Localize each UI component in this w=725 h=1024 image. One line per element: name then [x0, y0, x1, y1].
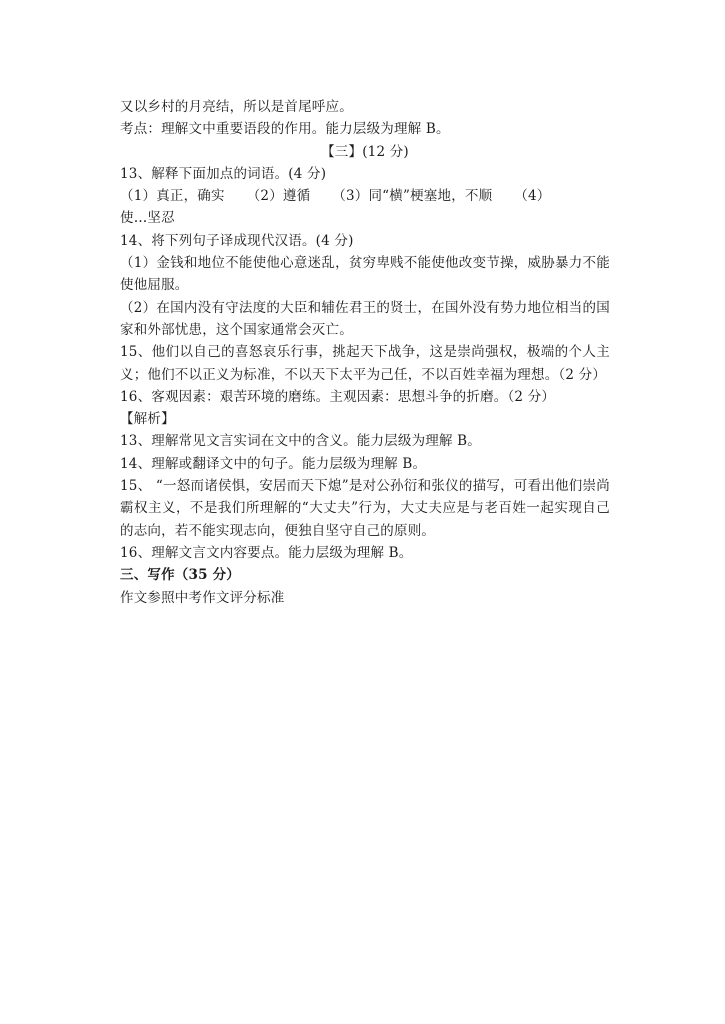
analysis-13: 13、理解常见文言实词在文中的含义。能力层级为理解 B。 — [120, 433, 481, 450]
writing-section-body: 作文参照中考作文评分标准 — [120, 589, 285, 606]
analysis-16: 16、理解文言文内容要点。能力层级为理解 B。 — [120, 544, 413, 561]
question-16-answer: 16、客观因素：艰苦环境的磨练。主观因素：思想斗争的折磨。（2 分） — [120, 388, 556, 405]
text-line-2: 考点：理解文中重要语段的作用。能力层级为理解 B。 — [120, 121, 450, 138]
document-page — [120, 96, 610, 609]
section-three-header: 【三】(12 分) — [321, 143, 409, 160]
q13-answer-4-continued: 使…坚忍 — [120, 210, 175, 227]
q14-answer-1: （1）金钱和地位不能使他心意迷乱，贫穷卑贱不能使他改变节操，威胁暴力不能使他屈服。 — [120, 255, 610, 294]
question-13-answers — [120, 185, 610, 207]
q13-answer-2: （2）遵循 — [246, 188, 311, 205]
question-13: 13、解释下面加点的词语。(4 分) — [120, 165, 327, 182]
question-14: 14、将下列句子译成现代汉语。(4 分) — [120, 232, 354, 249]
analysis-15: 15、 “一怒而诸侯惧，安居而天下熄”是对公孙衍和张仪的描写，可看出他们崇尚霸权主义，不是我们所理解的“大丈夫”行为，大丈夫应是与老百姓一起实现自己的志向，若不能实现志向，便独自坚守自己的原则。 — [120, 478, 610, 539]
question-15-answer: 15、他们以自己的喜怒哀乐行事，挑起天下战争，这是崇尚强权，极端的个人主义；他们不以正义为标准，不以天下太平为己任，不以百姓幸福为理想。（2 分） — [120, 344, 610, 383]
q13-answer-4: （4） — [514, 188, 551, 205]
q14-answer-2: （2）在国内没有守法度的大臣和辅佐君王的贤士，在国外没有势力地位相当的国家和外部忧患，这个国家通常会灭亡。 — [120, 299, 610, 338]
analysis-14: 14、理解或翻译文中的句子。能力层级为理解 B。 — [120, 455, 427, 472]
analysis-header: 【解析】 — [120, 411, 175, 428]
writing-section-header: 三、写作（35 分） — [120, 567, 240, 584]
q13-answer-1: （1）真正，确实 — [120, 188, 225, 205]
q13-answer-3: （3）同“横”梗塞地，不顺 — [332, 188, 493, 205]
text-line-1: 又以乡村的月亮结，所以是首尾呼应。 — [120, 99, 353, 115]
